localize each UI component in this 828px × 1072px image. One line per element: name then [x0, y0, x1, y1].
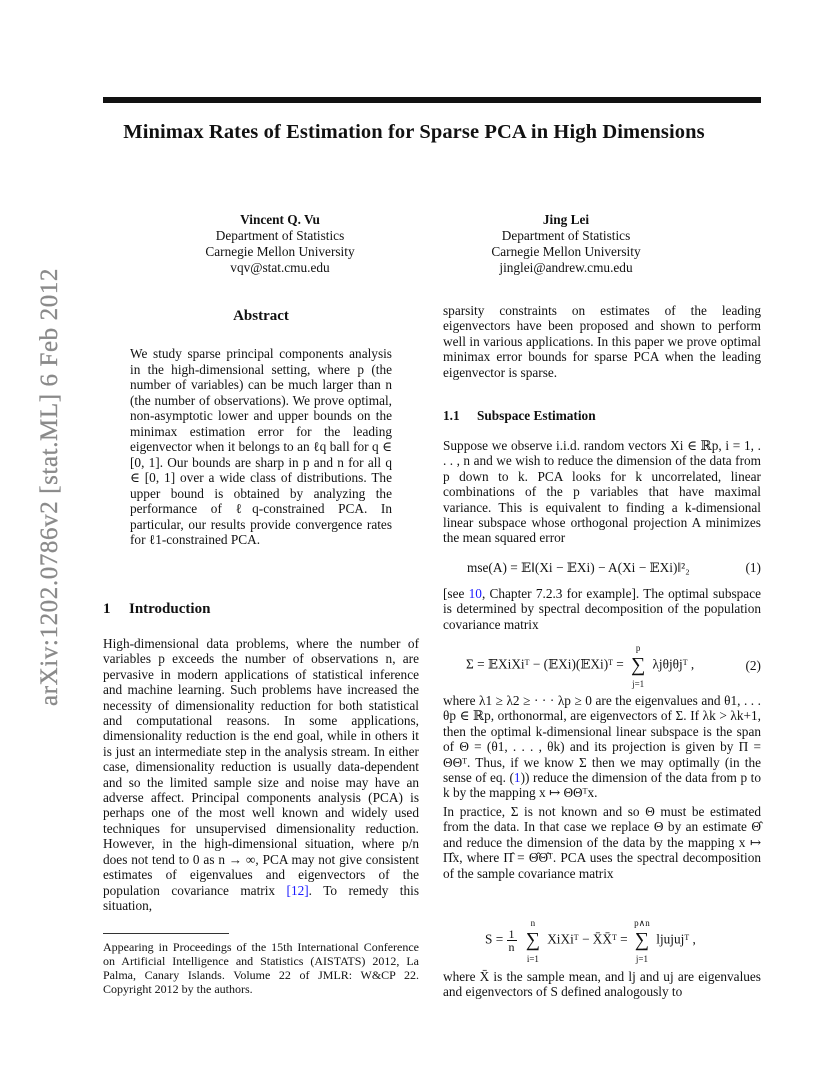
author-name: Vincent Q. Vu — [240, 212, 320, 227]
sum-lower: j=1 — [632, 679, 645, 689]
sum-symbol: ∑ p∧n j=1 — [631, 929, 653, 952]
eq-lhs: S = — [485, 931, 504, 947]
paragraph — [443, 586, 761, 632]
subsection-heading — [443, 408, 596, 424]
author-block-1 — [180, 212, 380, 276]
author-name: Jing Lei — [542, 212, 590, 227]
author-dept: Department of Statistics — [501, 228, 631, 243]
section-title: Introduction — [129, 601, 211, 617]
sum-lower: j=1 — [635, 954, 648, 964]
sum-symbol: ∑ p j=1 — [627, 654, 649, 677]
sum-upper: p — [635, 643, 641, 653]
sum-lower: i=1 — [526, 954, 539, 964]
paragraph: where X̄ is the sample mean, and lj and uj are eigenvalues and eigenvectors of S defined analogously to — [443, 969, 761, 1000]
eq-rhs: λjθjθjᵀ , — [652, 656, 695, 672]
eq-mid: XiXiᵀ − X̄X̄ᵀ = — [547, 931, 628, 947]
subsection-number: 1.1 — [443, 408, 460, 423]
abstract-text: We study sparse principal components analysis in the high-dimensional setting, where p (the number of variables) can be much larger than n (the number of observations). We prove optimal, non-asymptotic lower and upper bounds on the minimax estimation error for the leading eigenvector when it belongs to an ℓq ball for q ∈ [0, 1]. Our bounds are sharp in p and n for all q ∈ [0, 1] over a wide class of distributions. The upper bound is obtained by analyzing the performance of ℓq-constrained PCA. In particular, our results provide convergence rates for ℓ1-constrained PCA. — [130, 346, 392, 547]
intro-text: High-dimensional data problems, where the number of variables p exceeds the number of observations n, are pervasive in modern applications of statistical inference and machine learning. Such problems have increased the necessity of dimensionality reduction for both statistical and computational reasons. In some applications, dimensionality reduction is the end goal, while in others it is just an intermediate step in the analysis stream. In either case, dimensionality reduction is usually data-dependent and so the limited sample size and noise may have an adverse affect. Principal components analysis (PCA) is perhaps one of the most well known and widely used techniques for unsupervised dimensionality reduction. However, in the high-dimensional situation, where p/n does not tend to 0 as n → ∞, PCA may not give consistent estimates of eigenvalues and eigenvectors of the population covariance matrix — [103, 636, 419, 898]
intro-paragraph — [103, 636, 419, 913]
equation-1: mse(A) = 𝔼‖(Xi − 𝔼Xi) − A(Xi − 𝔼Xi)‖²₂ — [467, 560, 690, 575]
author-univ: Carnegie Mellon University — [491, 244, 641, 259]
title-rule — [103, 97, 761, 103]
equation-number: (1) — [745, 560, 761, 575]
paragraph: sparsity constraints on estimates of the leading eigenvectors have been proposed and shown to perform well in various applications. In this paper we prove optimal minimax error bounds for sparse PCA when the leading eigenvector is sparse. — [443, 303, 761, 380]
paragraph: Suppose we observe i.i.d. random vectors Xi ∈ ℝp, i = 1, . . . , n and we wish to reduce the dimension of the data from p down to k. PCA looks for k uncorrelated, linear combinations of the p variables that have maximal variance. This is equivalent to finding a k-dimensional linear subspace whose orthogonal projection A minimizes the mean squared error — [443, 438, 761, 546]
section-number: 1 — [103, 601, 111, 617]
author-email: jinglei@andrew.cmu.edu — [499, 260, 633, 275]
text: )) reduce the dimension of the data from p to k by the mapping x ↦ ΘΘᵀx. — [443, 770, 762, 801]
citation-link[interactable]: 10 — [468, 586, 482, 601]
equation-ref-link[interactable]: 1 — [513, 770, 521, 786]
intro-tail: . To remedy this situation, — [103, 882, 420, 913]
subsection-title: Subspace Estimation — [477, 408, 596, 423]
author-block-2 — [466, 212, 666, 276]
equation-3 — [485, 918, 696, 964]
paper-title: Minimax Rates of Estimation for Sparse PCA in High Dimensions — [123, 121, 705, 143]
section-heading — [103, 601, 210, 618]
sum-symbol: ∑ n i=1 — [522, 929, 544, 952]
equation-number: (2) — [745, 658, 761, 673]
sum-upper: p∧n — [634, 918, 650, 928]
frac-den: n — [508, 940, 515, 954]
author-univ: Carnegie Mellon University — [205, 244, 355, 259]
citation-link[interactable]: [12] — [286, 882, 309, 898]
eq-rhs: ljujujᵀ , — [656, 931, 696, 947]
author-email: vqv@stat.cmu.edu — [230, 260, 330, 275]
frac-num: 1 — [508, 927, 515, 941]
fraction — [507, 928, 517, 953]
equation-2 — [466, 643, 695, 689]
text: [see — [443, 586, 469, 601]
author-dept: Department of Statistics — [215, 228, 345, 243]
footnote-rule — [103, 933, 229, 934]
abstract-heading: Abstract — [233, 308, 289, 324]
arxiv-stamp[interactable]: arXiv:1202.0786v2 [stat.ML] 6 Feb 2012 — [36, 267, 63, 706]
text: , Chapter 7.2.3 for example]. The optimal subspace is determined by spectral decomposition of the population covariance matrix — [443, 586, 761, 632]
paragraph: In practice, Σ is not known and so Θ must be estimated from the data. In that case we replace Θ by an estimate Θ̂ and reduce the dimension of the data by the mapping x ↦ Π̂x, where Π̂ = Θ̂Θ̂ᵀ. PCA uses the spectral decomposition of the sample covariance matrix — [443, 804, 761, 881]
sum-upper: n — [530, 918, 536, 928]
paragraph — [443, 693, 761, 801]
footnote: Appearing in Proceedings of the 15th International Conference on Artificial Intelligence and Statistics (AISTATS) 2012, La Palma, Canary Islands. Volume 22 of JMLR: W&CP 22. Copyright 2012 by the authors. — [103, 940, 419, 996]
eq-lhs: Σ = 𝔼XiXiᵀ − (𝔼Xi)(𝔼Xi)ᵀ = — [466, 656, 624, 672]
text: where λ1 ≥ λ2 ≥ · · · λp ≥ 0 are the eigenvalues and θ1, . . . θp ∈ ℝp, orthonormal, are eigenvectors of Σ. If λk > λk+1, then the optimal k-dimensional linear subspace is the span of Θ = (θ1, . . . , θk) and its projection is given by Π = ΘΘᵀ. Thus, if we know Σ then we may optimally (in the sense of eq. ( — [443, 693, 761, 786]
